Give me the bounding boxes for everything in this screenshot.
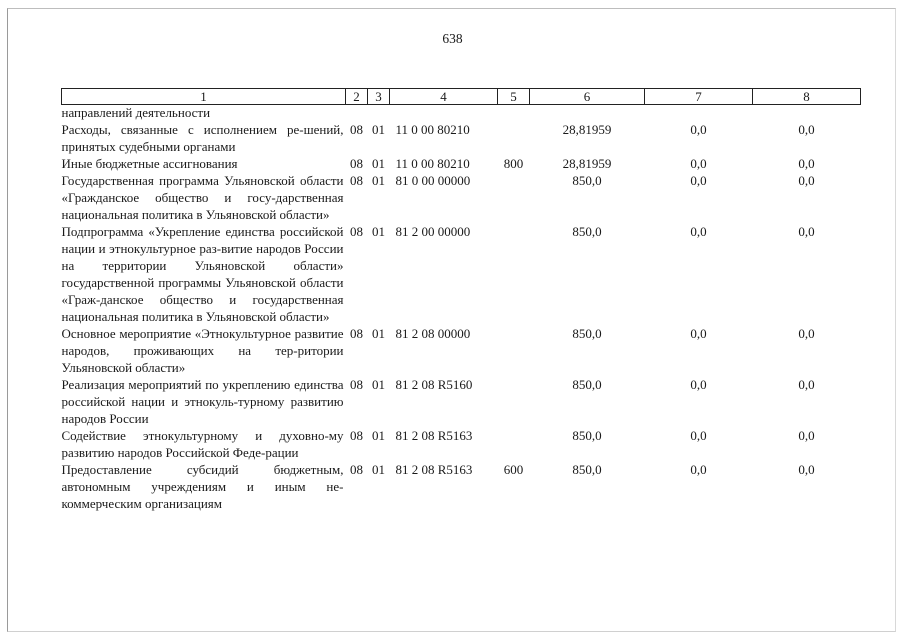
- column-header-4: 4: [390, 89, 498, 105]
- row-amount-col6: [530, 105, 645, 122]
- row-amount-col8: 0,0: [798, 156, 815, 171]
- row-target-code: 81 2 08 00000: [395, 326, 471, 341]
- row-section: 08: [350, 428, 363, 443]
- row-amount-col8: 0,0: [798, 377, 815, 392]
- row-amount-col8: 0,0: [798, 122, 815, 137]
- row-expense-type: [498, 121, 530, 155]
- row-expense-type: [498, 105, 530, 122]
- row-target-code: 81 2 08 R5160: [395, 377, 473, 392]
- row-amount-col7: [645, 105, 753, 122]
- row-amount-col6: 850,0: [572, 428, 602, 443]
- row-name: Расходы, связанные с исполнением ре-шений, принятых судебными органами: [61, 122, 344, 154]
- row-subsection: 01: [372, 462, 385, 477]
- row-section: 08: [350, 224, 363, 239]
- row-target-code: 81 2 08 R5163: [395, 428, 473, 443]
- row-target-code: 81 0 00 00000: [395, 173, 471, 188]
- row-name: Реализация мероприятий по укреплению единства российской нации и этнокуль-турному развитию народов России: [61, 377, 344, 426]
- row-amount-col7: 0,0: [690, 173, 707, 188]
- row-name: Предоставление субсидий бюджетным, автономным учреждениям и иным не-коммерческим организациям: [61, 462, 344, 511]
- row-expense-type: [498, 223, 530, 325]
- row-subsection: 01: [372, 377, 385, 392]
- row-amount-col7: 0,0: [690, 326, 707, 341]
- table-row: [62, 461, 861, 512]
- row-amount-col6: 850,0: [572, 377, 602, 392]
- row-subsection: 01: [372, 122, 385, 137]
- row-amount-col8: 0,0: [798, 224, 815, 239]
- column-header-3: 3: [368, 89, 390, 105]
- row-subsection: 01: [372, 173, 385, 188]
- table-row: [62, 155, 861, 172]
- row-amount-col7: 0,0: [690, 156, 707, 171]
- table-row: [62, 105, 861, 122]
- row-subsection: [368, 105, 390, 122]
- row-amount-col7: 0,0: [690, 377, 707, 392]
- row-name: Иные бюджетные ассигнования: [61, 156, 238, 171]
- row-amount-col8: 0,0: [798, 428, 815, 443]
- row-amount-col6: 28,81959: [562, 156, 612, 171]
- table-row: [62, 121, 861, 155]
- table-row: [62, 427, 861, 461]
- row-subsection: 01: [372, 156, 385, 171]
- row-amount-col7: 0,0: [690, 428, 707, 443]
- row-amount-col7: 0,0: [690, 122, 707, 137]
- row-section: 08: [350, 326, 363, 341]
- row-section: 08: [350, 462, 363, 477]
- column-header-1: 1: [62, 89, 346, 105]
- row-subsection: 01: [372, 224, 385, 239]
- row-expense-type: [498, 376, 530, 427]
- row-amount-col8: 0,0: [798, 326, 815, 341]
- row-name: направлений деятельности: [61, 105, 211, 120]
- row-name: Государственная программа Ульяновской области «Гражданское общество и госу-дарственная национальная политика в Ульяновской области»: [61, 173, 344, 222]
- row-amount-col6: 850,0: [572, 462, 602, 477]
- row-amount-col8: [753, 105, 861, 122]
- row-expense-type: [498, 325, 530, 376]
- row-amount-col7: 0,0: [690, 462, 707, 477]
- row-section: 08: [350, 156, 363, 171]
- row-name: Содействие этнокультурному и духовно-му развитию народов Российской Феде-рации: [61, 428, 344, 460]
- row-amount-col8: 0,0: [798, 462, 815, 477]
- row-target-code: 11 0 00 80210: [395, 122, 470, 137]
- budget-table: [61, 88, 861, 512]
- column-header-8: 8: [753, 89, 861, 105]
- row-section: 08: [350, 173, 363, 188]
- row-subsection: 01: [372, 428, 385, 443]
- row-expense-type: [498, 172, 530, 223]
- row-name: Основное мероприятие «Этнокультурное развитие народов, проживающих на тер-ритории Ульяновской области»: [61, 326, 344, 375]
- table-row: [62, 223, 861, 325]
- column-header-6: 6: [530, 89, 645, 105]
- row-section: 08: [350, 377, 363, 392]
- row-amount-col6: 28,81959: [562, 122, 612, 137]
- row-expense-type: 800: [503, 156, 524, 171]
- row-section: [346, 105, 368, 122]
- row-expense-type: 600: [503, 462, 524, 477]
- table-row: [62, 325, 861, 376]
- row-amount-col6: 850,0: [572, 224, 602, 239]
- row-amount-col6: 850,0: [572, 326, 602, 341]
- row-section: 08: [350, 122, 363, 137]
- column-header-2: 2: [346, 89, 368, 105]
- row-target-code: 81 2 08 R5163: [395, 462, 473, 477]
- row-name: Подпрограмма «Укрепление единства российской нации и этнокультурное раз-витие народов России на территории Ульяновской области» государственной программы Ульяновской области «Граж-данское общество и государственная национальная политика в Ульяновской области»: [61, 224, 344, 324]
- row-target-code: 11 0 00 80210: [395, 156, 470, 171]
- page-number: 638: [442, 31, 463, 46]
- column-header-5: 5: [498, 89, 530, 105]
- column-number-header: [62, 89, 861, 105]
- column-header-7: 7: [645, 89, 753, 105]
- row-target-code: 81 2 00 00000: [395, 224, 471, 239]
- table-row: [62, 172, 861, 223]
- row-amount-col7: 0,0: [690, 224, 707, 239]
- row-amount-col8: 0,0: [798, 173, 815, 188]
- row-target-code: [390, 105, 498, 122]
- table-row: [62, 376, 861, 427]
- row-subsection: 01: [372, 326, 385, 341]
- row-expense-type: [498, 427, 530, 461]
- row-amount-col6: 850,0: [572, 173, 602, 188]
